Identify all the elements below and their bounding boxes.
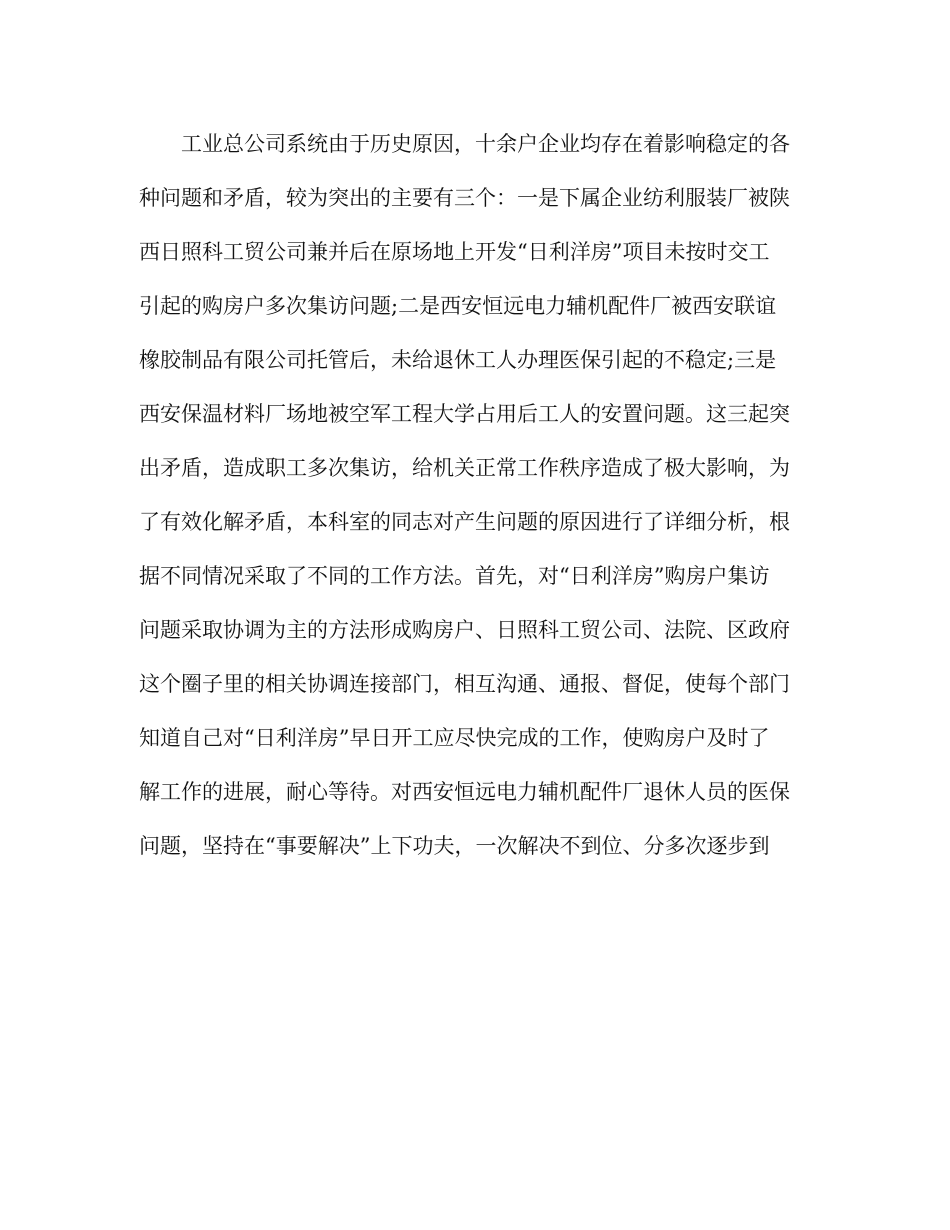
text-line: 知道自己对“日利洋房”早日开工应尽快完成的工作，使购房户及时了 [139, 726, 770, 750]
text-line: 问题采取协调为主的方法形成购房户、日照科工贸公司、法院、区政府 [139, 618, 790, 642]
text-line: 引起的购房户多次集访问题;二是西安恒远电力辅机配件厂被西安联谊 [139, 294, 777, 318]
text-line: 西安保温材料厂场地被空军工程大学占用后工人的安置问题。这三起突 [139, 402, 790, 426]
text-line: 种问题和矛盾，较为突出的主要有三个：一是下属企业纺利服装厂被陕 [139, 186, 790, 210]
text-line: 西日照科工贸公司兼并后在原场地上开发“日利洋房”项目未按时交工 [139, 240, 770, 264]
text-line: 出矛盾，造成职工多次集访，给机关正常工作秩序造成了极大影响，为 [139, 456, 790, 480]
text-line: 问题，坚持在“事要解决”上下功夫，一次解决不到位、分多次逐步到 [139, 834, 770, 858]
text-line: 据不同情况采取了不同的工作方法。首先，对“日利洋房”购房户集访 [139, 564, 770, 588]
text-line: 了有效化解矛盾，本科室的同志对产生问题的原因进行了详细分析，根 [139, 510, 790, 534]
paragraph [139, 124, 829, 880]
text-line: 解工作的进展，耐心等待。对西安恒远电力辅机配件厂退休人员的医保 [139, 780, 790, 804]
text-line: 这个圈子里的相关协调连接部门，相互沟通、通报、督促，使每个部门 [139, 672, 790, 696]
text-line: 工业总公司系统由于历史原因，十余户企业均存在着影响稳定的各 [181, 132, 790, 156]
text-line: 橡胶制品有限公司托管后，未给退休工人办理医保引起的不稳定;三是 [139, 348, 777, 372]
